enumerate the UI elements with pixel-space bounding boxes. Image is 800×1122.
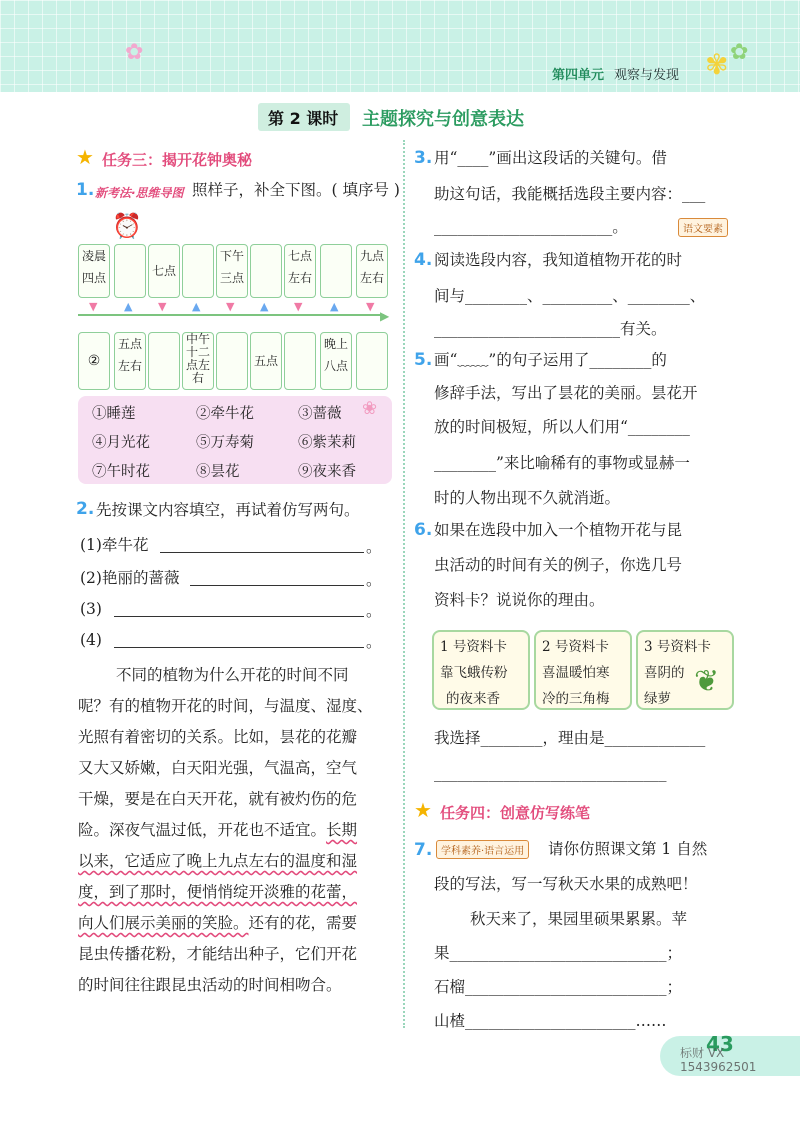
time-cell: 五点 左右	[114, 332, 146, 390]
question-7-fill[interactable]: 山楂______________________……	[434, 1012, 667, 1030]
fill-line-label: (4)	[80, 631, 102, 649]
star-icon: ★	[414, 798, 432, 822]
passage-line: 的时间往往跟昆虫活动的时间相吻合。	[78, 976, 342, 994]
passage-line	[78, 815, 396, 846]
question-5-line: 放的时间极短，所以人们用“________	[434, 418, 690, 436]
option-item: ②牵牛花	[196, 406, 254, 422]
blank-cell[interactable]	[148, 332, 180, 390]
plant-icon: ❦	[694, 664, 720, 699]
card-line: 喜温暖怕寒	[542, 665, 610, 681]
time-cell: 下午 三点	[216, 244, 248, 298]
question-5-line: 画“﹏﹏”的句子运用了________的	[434, 351, 667, 369]
time-cell: 七点	[148, 244, 180, 298]
arrow-down-icon: ▼	[158, 300, 167, 313]
lesson-title: 主题探究与创意表达	[362, 109, 524, 130]
time-axis	[78, 314, 384, 316]
question-3-line: 助这句话，我能概括选段主要内容：___	[434, 185, 706, 203]
option-item: ⑦午时花	[92, 464, 150, 480]
option-item: ⑧昙花	[196, 464, 240, 480]
end-mark: 。	[366, 633, 382, 651]
question-5-line: ________”来比喻稀有的事物或显赫一	[434, 454, 690, 472]
blank-cell[interactable]	[356, 332, 388, 390]
question-6-number: 6.	[414, 520, 433, 540]
butterfly-icon: ✿	[125, 40, 144, 65]
card-title: 2 号资料卡	[542, 639, 609, 655]
blank-cell[interactable]	[182, 244, 214, 298]
key-sentence: 向人们展示美丽的笑脸。	[78, 914, 249, 932]
blank-cell[interactable]	[320, 244, 352, 298]
column-divider	[403, 140, 405, 1028]
passage-line: 呢？有的植物开花的时间，与温度、湿度、	[78, 697, 373, 715]
question-3-line: 用“____”画出这段话的关键句。借	[434, 149, 667, 167]
fill-line[interactable]	[190, 585, 364, 586]
arrow-down-icon: ▼	[89, 300, 98, 313]
unit-title: 观察与发现	[614, 68, 680, 83]
star-icon: ★	[76, 145, 94, 169]
card-line: 的夜来香	[446, 691, 500, 707]
new-method-tag: 新考法·思维导图	[95, 186, 184, 200]
flower-icon: ❀	[362, 398, 378, 419]
card-line: 喜阴的	[644, 665, 685, 681]
option-item: ⑤万寿菊	[196, 435, 254, 451]
option-item: ④月光花	[92, 435, 150, 451]
task4-title: 任务四：创意仿写练笔	[440, 804, 591, 822]
time-cell: 凌晨 四点	[78, 244, 110, 298]
card-title: 3 号资料卡	[644, 639, 711, 655]
question-7-fill[interactable]: 果____________________________；	[434, 944, 683, 962]
arrow-up-icon: ▲	[330, 300, 339, 313]
card-title: 1 号资料卡	[440, 639, 507, 655]
question-7-number: 7.	[414, 840, 433, 860]
passage-line: 又大又娇嫩，白天阳光强，气温高，空气	[78, 759, 358, 777]
passage	[78, 660, 396, 1001]
question-1-text: 照样子，补全下图。( 填序号 )	[192, 181, 400, 199]
fill-line[interactable]	[160, 552, 364, 553]
question-1-number: 1.	[76, 180, 95, 200]
card-line: 绿萝	[644, 691, 671, 707]
time-cell: 七点 左右	[284, 244, 316, 298]
end-mark: 。	[366, 571, 382, 589]
fill-line[interactable]	[114, 616, 364, 617]
question-7-line: 请你仿照课文第 1 自然	[548, 840, 708, 858]
fill-line[interactable]	[114, 647, 364, 648]
question-2-number: 2.	[76, 499, 95, 519]
question-5-line: 修辞手法，写出了昙花的美丽。昙花开	[434, 384, 698, 402]
end-mark: 。	[366, 538, 382, 556]
question-7-line: 段的写法，写一写秋天水果的成熟吧！	[434, 875, 698, 893]
question-5-line: 时的人物出现不久就消逝。	[434, 489, 621, 507]
literacy-tag: 学科素养·语言运用	[436, 840, 529, 859]
key-sentence: 以来，它适应了晚上九点左右的温度和湿	[78, 852, 358, 870]
passage-line: 干燥，要是在白天开花，就有被灼伤的危	[78, 790, 358, 808]
end-mark: 。	[366, 602, 382, 620]
time-cell: 中午 十二 点左 右	[182, 332, 214, 390]
arrow-down-icon: ▼	[366, 300, 375, 313]
passage-line: 光照有着密切的关系。比如，昙花的花瓣	[78, 728, 358, 746]
question-4-number: 4.	[414, 250, 433, 270]
time-cell: 晚上 八点	[320, 332, 352, 390]
fill-line-label: (3)	[80, 600, 102, 618]
question-7-line: 秋天来了，果园里硕果累累。苹	[470, 910, 688, 928]
watermark-line: 1543962501	[680, 1060, 757, 1074]
question-4-line: 阅读选段内容，我知道植物开花的时	[434, 251, 683, 269]
arrow-down-icon: ▼	[226, 300, 235, 313]
option-item: ⑨夜来香	[298, 464, 356, 480]
fill-line-label: (2)艳丽的蔷薇	[80, 569, 180, 587]
fill-line-label: (1)牵牛花	[80, 536, 149, 554]
option-item: ⑥紫茉莉	[298, 435, 356, 451]
arrow-up-icon: ▲	[124, 300, 133, 313]
question-6-line: 资料卡？说说你的理由。	[434, 591, 605, 609]
passage-text: 还有的花，需要	[248, 914, 358, 932]
flower-icon: ✿	[730, 40, 749, 65]
question-6-answer-line[interactable]: ______________________________	[434, 764, 667, 782]
question-3-line: _______________________。	[434, 218, 628, 236]
blank-cell[interactable]	[250, 244, 282, 298]
blank-cell[interactable]	[216, 332, 248, 390]
question-2-text: 先按课文内容填空，再试着仿写两句。	[96, 501, 360, 519]
arrow-up-icon: ▲	[260, 300, 269, 313]
passage-line: 不同的植物为什么开花的时间不同	[116, 666, 349, 684]
task3-title: 任务三：揭开花钟奥秘	[102, 151, 253, 169]
blank-cell[interactable]	[114, 244, 146, 298]
key-sentence: 度，到了那时，便悄悄绽开淡雅的花蕾，	[78, 883, 358, 901]
passage-line: 昆虫传播花粉，才能结出种子，它们开花	[78, 945, 358, 963]
time-cell: 九点 左右	[356, 244, 388, 298]
flower-icon: ✾	[705, 48, 729, 81]
unit-label: 第四单元	[552, 68, 605, 83]
key-sentence: 长期	[326, 821, 358, 839]
question-4-line: ________________________有关。	[434, 320, 667, 338]
lesson-number: 第 2 课时	[268, 109, 339, 128]
alarm-clock-icon: ⏰	[112, 212, 142, 240]
arrow-up-icon: ▲	[192, 300, 201, 313]
option-item: ③蔷薇	[298, 406, 342, 422]
passage-text: 险。深夜气温过低，开花也不适宜。	[78, 821, 327, 839]
question-6-answer-line[interactable]: 我选择________，理由是_____________	[434, 729, 706, 747]
question-7-fill[interactable]: 石榴__________________________；	[434, 978, 683, 996]
time-cell: ②	[78, 332, 110, 390]
time-cell: 五点	[250, 332, 282, 390]
question-4-line: 间与________、_________、________、	[434, 287, 706, 305]
page-number: 43	[706, 1032, 734, 1056]
blank-cell[interactable]	[284, 332, 316, 390]
question-6-line: 虫活动的时间有关的例子，你选几号	[434, 556, 683, 574]
passage-line	[78, 908, 396, 939]
card-line: 冷的三角梅	[542, 691, 610, 707]
axis-arrow-icon: ▶	[380, 309, 390, 323]
option-item: ①睡莲	[92, 406, 136, 422]
question-6-line: 如果在选段中加入一个植物开花与昆	[434, 521, 683, 539]
card-line: 靠飞蛾传粉	[440, 665, 508, 681]
watermark	[680, 1046, 756, 1074]
element-tag: 语文要素	[678, 218, 728, 237]
arrow-down-icon: ▼	[294, 300, 303, 313]
question-5-number: 5.	[414, 350, 433, 370]
watermark-line: 标财 VX	[680, 1046, 725, 1060]
question-3-number: 3.	[414, 148, 433, 168]
header-band	[0, 0, 800, 92]
